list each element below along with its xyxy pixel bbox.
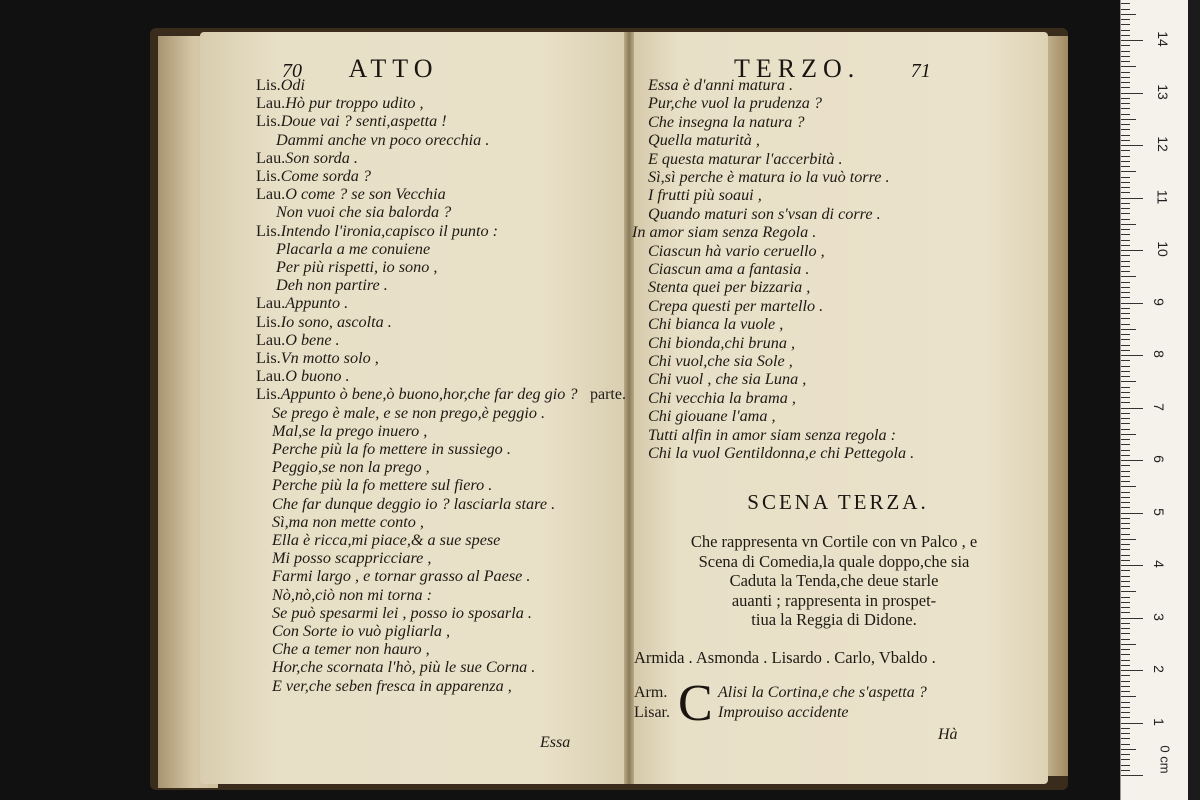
ruler-tick (1121, 439, 1130, 440)
ruler-tick (1121, 618, 1143, 619)
description-line: Caduta la Tenda,che deue starle (729, 571, 939, 590)
ruler-tick (1121, 166, 1130, 167)
text-line: E questa maturar l'accerbità . (648, 149, 843, 168)
text-line (272, 513, 424, 531)
ruler-tick (1121, 203, 1130, 204)
scene-description (634, 532, 1034, 630)
ruler-label: 1 (1150, 717, 1167, 726)
ruler-tick (1121, 723, 1143, 724)
text-line (272, 622, 450, 640)
ruler-tick (1121, 82, 1130, 83)
ruler-tick (1121, 513, 1143, 514)
ruler-tick (1121, 576, 1130, 577)
left-page-header (282, 54, 438, 84)
ruler-tick (1121, 502, 1130, 503)
text-line (256, 222, 498, 240)
ruler-tick (1121, 145, 1143, 146)
ruler-tick (1121, 156, 1130, 157)
ruler-tick (1121, 87, 1130, 88)
ruler-label: 4 (1150, 560, 1167, 568)
line-text: Sì,ma non mette conto , (272, 512, 424, 531)
ruler-tick (1121, 660, 1130, 661)
ruler-tick (1121, 696, 1136, 697)
speaker-label: Lis. (256, 112, 281, 131)
ruler-tick (1121, 182, 1130, 183)
ruler-tick (1121, 607, 1130, 608)
text-line (272, 404, 545, 422)
ruler-tick (1121, 765, 1130, 766)
ruler-tick (1121, 61, 1130, 62)
text-line (276, 258, 437, 276)
ruler-tick (1121, 93, 1143, 94)
speaker-label: Lis. (256, 312, 281, 331)
text-line (256, 294, 348, 312)
ruler-tick (1121, 187, 1130, 188)
ruler-tick (1121, 14, 1136, 15)
ruler-tick (1121, 639, 1130, 640)
ruler-tick (1121, 675, 1130, 676)
ruler-edge (1188, 0, 1200, 800)
text-line: I frutti più soaui , (648, 186, 762, 205)
line-text: Come sorda ? (280, 167, 371, 185)
text-line (276, 203, 451, 221)
speaker-label: Lisar. (634, 704, 670, 721)
ruler-tick (1121, 392, 1130, 393)
ruler-tick (1121, 455, 1130, 456)
ruler-tick (1121, 297, 1130, 298)
ruler-tick (1121, 623, 1130, 624)
ruler-tick (1121, 366, 1130, 367)
ruler-tick (1121, 665, 1130, 666)
ruler-tick (1121, 728, 1130, 729)
speaker-label: Lau. (256, 367, 286, 386)
text-line (256, 349, 379, 367)
ruler-tick (1121, 229, 1130, 230)
ruler-tick (1121, 507, 1130, 508)
text-line: Che insegna la natura ? (648, 112, 805, 131)
speaker-label: Arm. (634, 684, 668, 701)
ruler-tick (1121, 213, 1130, 214)
text-line (256, 313, 392, 331)
ruler-tick (1121, 45, 1130, 46)
ruler-label: 5 (1150, 507, 1167, 516)
line-text: Hor,che scornata l'hò, più le sue Corna . (272, 658, 536, 677)
ruler-tick (1121, 628, 1130, 629)
ruler-tick (1121, 444, 1130, 445)
ruler-tick (1121, 408, 1143, 409)
ruler-label: 11 (1154, 189, 1171, 204)
ruler-tick (1121, 371, 1130, 372)
text-line (256, 167, 371, 185)
ruler-tick (1121, 19, 1130, 20)
text-line (276, 240, 430, 258)
ruler-tick (1121, 72, 1130, 73)
text-line (272, 658, 535, 676)
ruler-tick (1121, 759, 1130, 760)
ruler-label: 3 (1150, 612, 1167, 621)
text-line: In amor siam senza Regola . (632, 223, 817, 242)
ruler-tick (1121, 702, 1130, 703)
line-text: O buono . (285, 367, 350, 386)
ruler-label: 9 (1150, 297, 1167, 306)
text-line (272, 640, 430, 658)
ruler-label: 2 (1150, 665, 1167, 673)
text-line (272, 567, 530, 585)
text-line: Chi vuol , che sia Luna , (648, 370, 807, 389)
ruler-tick (1121, 534, 1130, 535)
line-text: Improuiso accidente (718, 704, 849, 721)
ruler-tick (1121, 744, 1130, 745)
text-line (256, 385, 577, 403)
ruler-tick (1121, 434, 1136, 435)
text-line (272, 549, 431, 567)
speaker-label: Lis. (256, 349, 281, 367)
ruler-tick (1121, 486, 1136, 487)
ruler-tick (1121, 707, 1130, 708)
ruler-tick (1121, 591, 1136, 592)
drop-cap: C (678, 675, 713, 732)
line-text: Appunto . (285, 294, 349, 313)
speaker-label: Lis. (256, 385, 281, 404)
speaker-label: Lis. (256, 221, 281, 240)
ruler-tick (1121, 219, 1130, 220)
ruler-tick (1121, 649, 1130, 650)
text-line (256, 94, 424, 112)
left-catchword: Essa (540, 734, 571, 751)
ruler-tick (1121, 523, 1130, 524)
text-line (256, 185, 446, 203)
ruler-tick (1121, 329, 1136, 330)
measurement-ruler (1120, 0, 1191, 800)
line-text: Deh non partire . (276, 276, 388, 295)
ruler-tick (1121, 355, 1143, 356)
ruler-tick (1121, 749, 1136, 750)
line-text: O come ? se son Vecchia (285, 185, 446, 204)
line-text: Se può spesarmi lei , posso io sposarla . (272, 603, 532, 622)
line-text: Peggio,se non la prego , (272, 458, 430, 477)
ruler-tick (1121, 40, 1143, 41)
line-text: Io sono, ascolta . (280, 312, 392, 331)
text-line (256, 367, 350, 385)
ruler-tick (1121, 66, 1136, 67)
text-line (272, 677, 512, 695)
line-text: Intendo l'ironia,capisco il punto : (280, 221, 499, 240)
right-running-head: TERZO. (734, 54, 861, 83)
ruler-tick (1121, 129, 1130, 130)
ruler-tick (1121, 292, 1130, 293)
line-text: Con Sorte io vuò pigliarla , (272, 622, 451, 640)
text-line (256, 331, 340, 349)
ruler-tick (1121, 198, 1143, 199)
text-line (272, 458, 430, 476)
text-line (256, 76, 305, 94)
ruler-tick (1121, 712, 1130, 713)
ruler-tick (1121, 612, 1130, 613)
ruler-tick (1121, 539, 1136, 540)
ruler-tick (1121, 518, 1130, 519)
line-text: O bene . (285, 330, 340, 349)
ruler-tick (1121, 381, 1136, 382)
speaker-label: Lau. (256, 294, 286, 313)
text-line (272, 586, 432, 604)
ruler-tick (1121, 119, 1136, 120)
ruler-tick (1121, 303, 1143, 304)
ruler-tick (1121, 681, 1130, 682)
ruler-tick (1121, 308, 1130, 309)
ruler-tick (1121, 51, 1130, 52)
ruler-tick (1121, 565, 1143, 566)
text-line: Chi giouane l'ama , (648, 407, 776, 426)
description-line: Scena di Comedia,la quale doppo,che sia (698, 551, 970, 571)
ruler-tick (1121, 334, 1130, 335)
ruler-tick (1121, 350, 1130, 351)
ruler-tick (1121, 339, 1130, 340)
ruler-tick (1121, 460, 1143, 461)
text-line (272, 604, 532, 622)
ruler-label: 6 (1150, 455, 1167, 463)
line-text: Dammi anche vn poco orecchia . (276, 130, 490, 149)
text-line: Quella maturità , (648, 131, 760, 150)
line-text: Doue vai ? senti,aspetta ! (280, 112, 447, 131)
right-page-number: 71 (910, 60, 931, 82)
stage-direction: parte. (590, 386, 626, 403)
ruler-tick (1121, 35, 1130, 36)
ruler-tick (1121, 397, 1130, 398)
ruler-label: 8 (1150, 350, 1167, 358)
book-gutter (624, 32, 634, 784)
speaker-label: Lau. (256, 330, 286, 349)
text-line: Crepa questi per martello . (648, 296, 824, 315)
line-text: Non vuoi che sia balorda ? (276, 203, 452, 222)
ruler-tick (1121, 418, 1130, 419)
text-line (256, 112, 447, 130)
ruler-tick (1121, 717, 1130, 718)
text-line: Sì,sì perche è matura io la vuò torre . (648, 168, 890, 186)
ruler-tick (1121, 528, 1130, 529)
text-line (272, 495, 555, 513)
line-text: Se prego è male, e se non prego,è peggio . (272, 403, 546, 422)
line-text: Perche più la fo mettere sul fiero . (272, 476, 493, 495)
text-line: Chi bianca la vuole , (648, 315, 784, 334)
ruler-tick (1121, 754, 1130, 755)
ruler-tick (1121, 481, 1130, 482)
ruler-label: 14 (1154, 31, 1171, 47)
ruler-tick (1121, 250, 1143, 251)
text-line: Ciascun hà vario ceruello , (648, 241, 825, 260)
ruler-tick (1121, 402, 1130, 403)
ruler-tick (1121, 497, 1130, 498)
ruler-tick (1121, 633, 1130, 634)
line-text: Alisi la Cortina,e che s'aspetta ? (718, 684, 927, 701)
ruler-tick (1121, 544, 1130, 545)
ruler-tick (1121, 9, 1130, 10)
ruler-tick (1121, 318, 1130, 319)
ruler-tick (1121, 150, 1130, 151)
ruler-tick (1121, 670, 1143, 671)
ruler-tick (1121, 770, 1130, 771)
ruler-tick (1121, 208, 1130, 209)
ruler-tick (1121, 644, 1136, 645)
ruler-tick (1121, 177, 1130, 178)
line-text: Nò,nò,ciò non mi torna : (272, 585, 433, 604)
ruler-tick (1121, 376, 1130, 377)
ruler-tick (1121, 224, 1136, 225)
speaker-label: Lis. (256, 167, 281, 185)
ruler-tick (1121, 124, 1130, 125)
ruler-tick (1121, 324, 1130, 325)
ruler-tick (1121, 171, 1136, 172)
ruler-tick (1121, 387, 1130, 388)
ruler-tick (1121, 450, 1130, 451)
ruler-tick (1121, 271, 1130, 272)
ruler-tick (1121, 77, 1130, 78)
ruler-tick (1121, 261, 1130, 262)
ruler-tick (1121, 255, 1130, 256)
line-text: Hò pur troppo udito , (285, 94, 424, 113)
ruler-tick (1121, 686, 1130, 687)
ruler-tick (1121, 560, 1130, 561)
line-text: Mal,se la prego inuero , (272, 421, 428, 440)
ruler-tick (1121, 56, 1130, 57)
line-text: Placarla a me conuiene (276, 239, 431, 258)
description-line: auanti ; rappresenta in prospet- (731, 590, 937, 610)
description-line: Che rappresenta vn Cortile con vn Palco , e (690, 532, 978, 551)
line-text: Mi posso scappricciare , (272, 549, 432, 568)
text-line: Tutti alfin in amor siam senza regola : (648, 425, 897, 444)
ruler-tick (1121, 691, 1130, 692)
text-line: Chi vuol,che sia Sole , (648, 352, 793, 370)
ruler-tick (1121, 276, 1136, 277)
ruler-tick (1121, 549, 1130, 550)
line-text: Per più rispetti, io sono , (276, 258, 438, 276)
line-text: Perche più la fo mettere in sussiego . (272, 440, 511, 458)
ruler-label: 7 (1150, 402, 1167, 411)
left-running-head: ATTO (348, 54, 439, 83)
ruler-tick (1121, 3, 1130, 4)
text-line (272, 440, 511, 458)
line-text: Farmi largo , e tornar grasso al Paese . (272, 567, 531, 586)
text-line: Ciascun ama a fantasia . (648, 260, 810, 278)
text-line (276, 131, 489, 149)
text-line: Chi la vuol Gentildonna,e chi Pettegola . (648, 444, 915, 462)
line-text: Vn motto solo , (280, 349, 379, 367)
text-line (256, 149, 358, 167)
ruler-tick (1121, 282, 1130, 283)
text-line (272, 476, 492, 494)
ruler-label: 12 (1154, 136, 1171, 152)
ruler-tick (1121, 423, 1130, 424)
ruler-tick (1121, 24, 1130, 25)
ruler-tick (1121, 465, 1130, 466)
ruler-tick (1121, 103, 1130, 104)
ruler-tick (1121, 345, 1130, 346)
line-text: Che a temer non hauro , (272, 640, 430, 659)
ruler-tick (1121, 108, 1130, 109)
cast-list: Armida . Asmonda . Lisardo . Carlo, Vbaldo . (634, 648, 936, 667)
ruler-label: 13 (1154, 83, 1171, 100)
speaker-label: Lau. (256, 185, 286, 204)
ruler-tick (1121, 602, 1130, 603)
line-text: Ella è ricca,mi piace,& a sue spese (272, 531, 501, 549)
text-line (272, 531, 500, 549)
line-text: Odi (280, 76, 306, 94)
text-line: Stenta quei per bizzaria , (648, 278, 811, 297)
ruler-unit: 0 cm (1157, 745, 1173, 774)
ruler-tick (1121, 555, 1130, 556)
text-line: Chi bionda,chi bruna , (648, 333, 796, 352)
ruler-tick (1121, 30, 1130, 31)
line-text: Son sorda . (285, 148, 358, 167)
ruler-tick (1121, 413, 1130, 414)
ruler-tick (1121, 313, 1130, 314)
ruler-tick (1121, 429, 1130, 430)
ruler-tick (1121, 476, 1130, 477)
ruler-tick (1121, 586, 1130, 587)
speaker-label: Lis. (256, 76, 281, 94)
ruler-label: 10 (1154, 241, 1171, 257)
scene-title: SCENA TERZA. (747, 490, 929, 514)
ruler-tick (1121, 492, 1130, 493)
ruler-tick (1121, 245, 1130, 246)
text-line (272, 422, 427, 440)
description-line: tiua la Reggia di Didone. (751, 610, 917, 629)
line-text: Appunto ò bene,ò buono,hor,che far deg gio ? (280, 385, 578, 404)
text-line: Essa è d'anni matura . (648, 76, 794, 94)
line-text: Che far dunque deggio io ? lasciarla stare . (272, 494, 556, 513)
speaker-label: Lau. (256, 94, 286, 113)
ruler-tick (1121, 287, 1130, 288)
ruler-tick (1121, 266, 1130, 267)
line-text: E ver,che seben fresca in apparenza , (272, 676, 512, 695)
ruler-tick (1121, 597, 1130, 598)
text-line (276, 276, 388, 294)
ruler-tick (1121, 360, 1130, 361)
ruler-tick (1121, 738, 1130, 739)
text-line: Quando maturi son s'vsan di corre . (648, 204, 881, 223)
ruler-tick (1121, 581, 1130, 582)
ruler-tick (1121, 114, 1130, 115)
text-line: Chi vecchia la brama , (648, 388, 796, 407)
text-line: Pur,che vuol la prudenza ? (648, 94, 822, 113)
left-page-number: 70 (282, 60, 302, 82)
ruler-tick (1121, 98, 1130, 99)
ruler-tick (1121, 733, 1130, 734)
speaker-label: Lau. (256, 148, 286, 167)
ruler-tick (1121, 240, 1130, 241)
ruler-tick (1121, 135, 1130, 136)
ruler-tick (1121, 192, 1130, 193)
ruler-tick (1121, 654, 1130, 655)
right-catchword: Hà (938, 726, 958, 743)
ruler-tick (1121, 471, 1130, 472)
ruler-tick (1121, 234, 1130, 235)
ruler-tick (1121, 775, 1143, 776)
ruler-tick (1121, 570, 1130, 571)
ruler-tick (1121, 140, 1130, 141)
ruler-tick (1121, 161, 1130, 162)
